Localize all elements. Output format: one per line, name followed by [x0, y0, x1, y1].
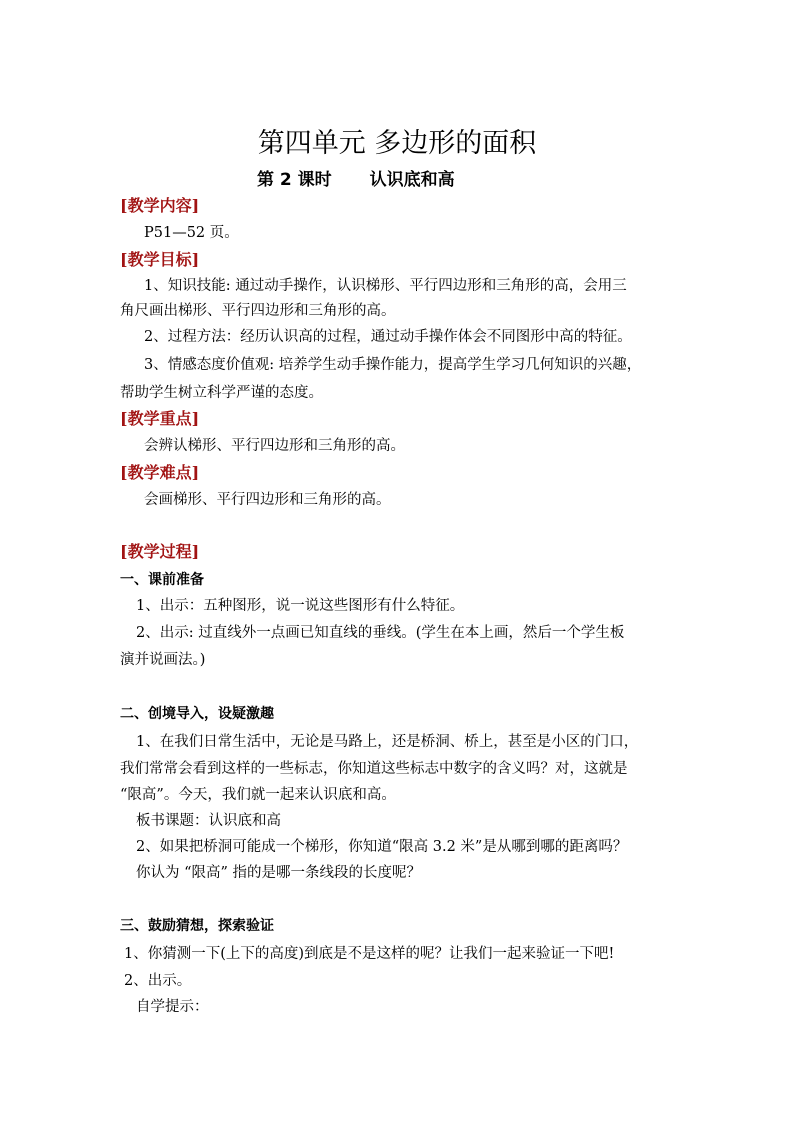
goal-line: 角尺画出梯形、平行四边形和三角形的高。 [120, 303, 396, 319]
process-line: 你认为 “限高” 指的是哪一条线段的长度呢？ [136, 865, 422, 881]
process-line: 2、出示。 [124, 973, 192, 989]
process-part-title: 三、鼓励猜想，探索验证 [120, 918, 274, 934]
section-heading-content: [教学内容] [120, 196, 200, 215]
process-line: 板书课题：认识底和高 [136, 813, 281, 829]
content-line: P51—52 页。 [144, 225, 239, 241]
process-part-title: 一、课前准备 [120, 572, 204, 588]
process-line: 1、出示：五种图形，说一说这些图形有什么特征。 [136, 598, 465, 614]
lesson-topic: 认识底和高 [369, 170, 455, 190]
section-heading-key-points: [教学重点] [120, 409, 200, 428]
lesson-number: 第 2 课时 [257, 170, 332, 190]
goal-line: 1、知识技能: 通过动手操作，认识梯形、平行四边形和三角形的高，会用三 [144, 278, 627, 294]
process-line: 我们常常会看到这样的一些标志，你知道这些标志中数字的含义吗？对，这就是 [120, 761, 628, 777]
goal-line: 3、情感态度价值观: 培养学生动手操作能力，提高学生学习几何知识的兴趣， [144, 357, 642, 373]
section-heading-difficulties: [教学难点] [120, 463, 200, 482]
section-heading-process: [教学过程] [120, 542, 200, 561]
lesson-subtitle [257, 167, 455, 193]
process-line: 演并说画法。) [120, 652, 206, 668]
process-line: “限高”。今天，我们就一起来认识底和高。 [120, 787, 396, 803]
goal-line: 2、过程方法：经历认识高的过程，通过动手操作体会不同图形中高的特征。 [144, 329, 632, 345]
process-line: 2、如果把桥洞可能成一个梯形，你知道“限高 3.2 米”是从哪到哪的距离吗？ [136, 839, 628, 855]
process-line: 1、你猜测一下(上下的高度)到底是不是这样的呢？让我们一起来验证一下吧! [124, 946, 615, 962]
difficulty-line: 会画梯形、平行四边形和三角形的高。 [144, 492, 391, 508]
process-line: 2、出示: 过直线外一点画已知直线的垂线。(学生在本上画，然后一个学生板 [136, 625, 625, 641]
page-title: 第四单元 多边形的面积 [257, 128, 537, 159]
process-part-title: 二、创境导入，设疑激趣 [120, 706, 274, 722]
key-point-line: 会辨认梯形、平行四边形和三角形的高。 [144, 438, 405, 454]
section-heading-goals: [教学目标] [120, 250, 200, 269]
process-line: 自学提示： [136, 999, 209, 1015]
goal-line: 帮助学生树立科学严谨的态度。 [120, 385, 323, 401]
process-line: 1、在我们日常生活中，无论是马路上，还是桥洞、桥上，甚至是小区的门口， [136, 734, 639, 750]
